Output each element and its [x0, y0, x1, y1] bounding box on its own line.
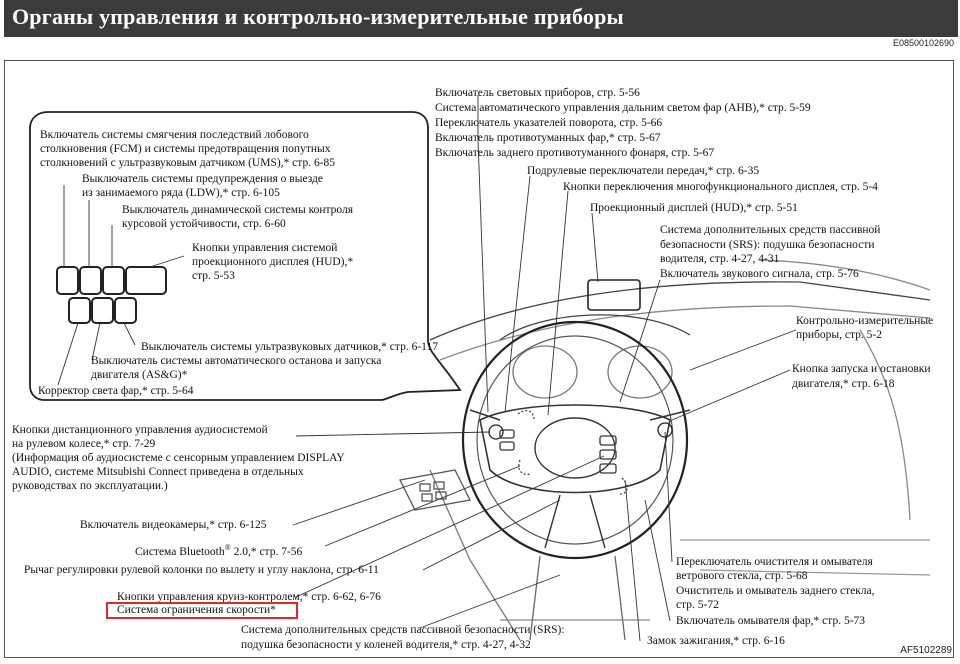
label-wiper-2: ветрового стекла, стр. 5-68 — [676, 570, 808, 582]
label-srs-knee-2: подушка безопасности у коленей водителя,* стр. 4-27, 4-32 — [241, 639, 531, 651]
label-audio-remote-3: (Информация об аудиосистеме с сенсорным управлением DISPLAY — [12, 452, 345, 464]
label-light-switch: Включатель световых приборов, стр. 5-56 — [435, 87, 640, 99]
label-multi-display: Кнопки переключения многофункционального дисплея, стр. 5-4 — [563, 181, 878, 193]
label-wiper-4: стр. 5-72 — [676, 599, 719, 611]
label-ldw-1: Выключатель системы предупреждения о выезде — [82, 173, 323, 185]
label-engine-start-1: Кнопка запуска и остановки — [792, 363, 931, 375]
label-turn-signal: Переключатель указателей поворота, стр. 5-66 — [435, 117, 663, 129]
label-ldw-2: из занимаемого ряда (LDW),* стр. 6-105 — [82, 187, 280, 199]
label-instruments-2: приборы, стр. 5-2 — [796, 329, 882, 341]
label-fcm-3: столкновений с ультразвуковым датчиком (UMS),* стр. 6-85 — [40, 157, 336, 169]
label-paddle-shifters: Подрулевые переключатели передач,* стр. 6-35 — [527, 165, 760, 177]
label-bluetooth-ref: 2.0,* стр. 7-56 — [230, 545, 303, 558]
label-audio-remote-2: на рулевом колесе,* стр. 7-29 — [12, 438, 156, 450]
label-srs-knee-1: Система дополнительных средств пассивной безопасности (SRS): — [241, 624, 565, 636]
label-cruise: Кнопки управления круиз-контролем,* стр. 6-62, 6-76 — [117, 591, 381, 603]
label-asc-2: курсовой устойчивости, стр. 6-60 — [122, 218, 286, 230]
label-hud-buttons-1: Кнопки управления системой — [192, 242, 338, 254]
label-bluetooth — [135, 540, 302, 560]
label-fcm-2: столкновения (FCM) и системы предотвращения попутных — [40, 143, 331, 155]
figure-code: AF5102289 — [900, 645, 952, 656]
label-wiper-1: Переключатель очистителя и омывателя — [676, 556, 873, 568]
label-asg-1: Выключатель системы автоматического останова и запуска — [91, 355, 382, 367]
label-bluetooth-name: Система Bluetooth — [135, 545, 225, 558]
label-hud-buttons-3: стр. 5-53 — [192, 270, 235, 282]
label-srs-driver-3: водителя, стр. 4-27, 4-31 — [660, 253, 780, 265]
label-ignition: Замок зажигания,* стр. 6-16 — [647, 635, 785, 647]
label-speed-limiter: Система ограничения скорости* — [117, 604, 276, 616]
label-srs-driver-1: Система дополнительных средств пассивной — [660, 224, 881, 236]
label-asc-1: Выключатель динамической системы контроля — [122, 204, 354, 216]
label-instruments-1: Контрольно-измерительные — [796, 315, 934, 327]
label-sonar: Выключатель системы ультразвуковых датчиков,* стр. 6-117 — [141, 341, 438, 353]
label-ahb: Система автоматического управления дальним светом фар (AHB),* стр. 5-59 — [435, 102, 811, 114]
label-asg-2: двигателя (AS&G)* — [91, 369, 188, 381]
label-headlight-level: Корректор света фар,* стр. 5-64 — [38, 385, 194, 397]
page-title: Органы управления и контрольно-измерительные приборы — [12, 4, 624, 29]
registered-mark: ® — [224, 543, 231, 552]
label-srs-driver-2: безопасности (SRS): подушка безопасности — [660, 239, 875, 251]
label-hud: Проекционный дисплей (HUD),* стр. 5-51 — [590, 202, 798, 214]
label-audio-remote-5: руководствах по эксплуатации.) — [12, 480, 168, 492]
label-column-lever: Рычаг регулировки рулевой колонки по вылету и углу наклона, стр. 6-11 — [24, 564, 379, 576]
label-wiper-3: Очиститель и омыватель заднего стекла, — [676, 585, 875, 597]
label-horn: Включатель звукового сигнала, стр. 5-76 — [660, 268, 859, 280]
label-engine-start-2: двигателя,* стр. 6-18 — [792, 378, 895, 390]
label-camera: Включатель видеокамеры,* стр. 6-125 — [80, 519, 267, 531]
label-audio-remote-1: Кнопки дистанционного управления аудиосистемой — [12, 424, 268, 436]
label-fog-rear: Включатель заднего противотуманного фонаря, стр. 5-67 — [435, 147, 715, 159]
label-headlamp-washer: Включатель омывателя фар,* стр. 5-73 — [676, 615, 866, 627]
document-code: E08500102690 — [892, 38, 954, 48]
label-fog-front: Включатель противотуманных фар,* стр. 5-67 — [435, 132, 661, 144]
label-hud-buttons-2: проекционного дисплея (HUD),* — [192, 256, 354, 268]
label-fcm-1: Включатель системы смягчения последствий лобового — [40, 129, 309, 141]
label-audio-remote-4: AUDIO, системе Mitsubishi Connect приведена в отдельных — [12, 466, 304, 478]
